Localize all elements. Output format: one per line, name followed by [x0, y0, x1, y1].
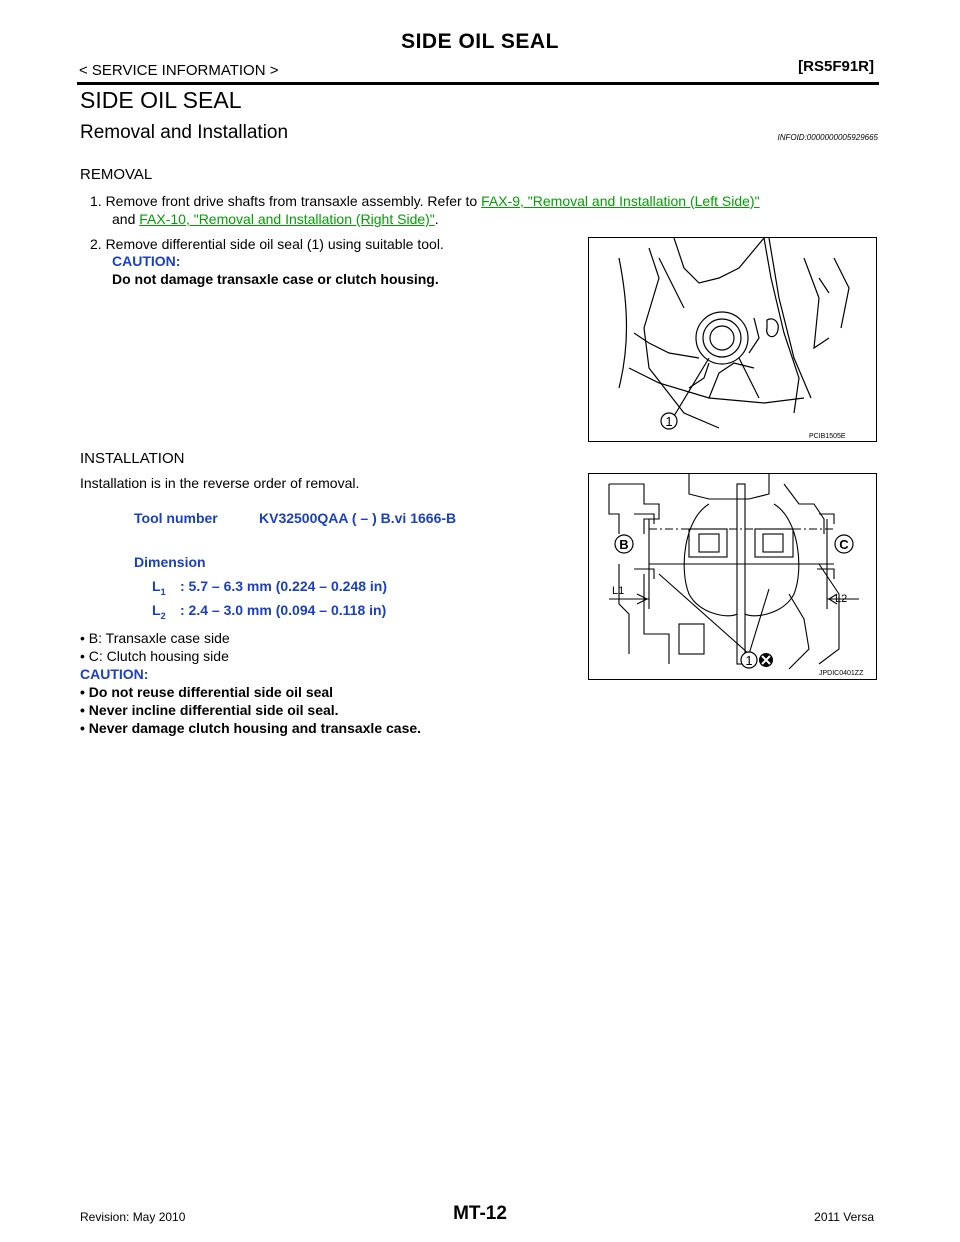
page-header-title: SIDE OIL SEAL [401, 30, 559, 53]
removal-figure-callout-1: 1 [665, 414, 673, 429]
l2-letter: L [152, 602, 161, 618]
footer-revision: Revision: May 2010 [80, 1210, 186, 1224]
link-fax-10[interactable]: FAX-10, "Removal and Installation (Right Side)" [139, 211, 435, 227]
removal-heading: REMOVAL [80, 166, 153, 183]
differential-illustration [589, 474, 876, 679]
header-divider [77, 82, 879, 85]
removal-figure-code: PCIB1505E [809, 433, 846, 440]
caution-item-2: • Never incline differential side oil seal. [80, 702, 339, 718]
bullet-clutch-housing-side: • C: Clutch housing side [80, 648, 229, 664]
l1-subscript: 1 [160, 586, 166, 597]
caution-item-1: • Do not reuse differential side oil seal [80, 684, 334, 700]
dimension-l1-label [152, 578, 166, 597]
step-1-text: 1. Remove front drive shafts from transaxle assembly. Refer to [90, 193, 482, 209]
subsection-title: Removal and Installation [80, 122, 289, 143]
footer-vehicle: 2011 Versa [814, 1210, 874, 1224]
do-not-reuse-icon [759, 653, 773, 667]
step-2-caution-label: CAUTION: [112, 253, 181, 269]
figure-label-l1: L1 [612, 585, 625, 597]
header-model-code: [RS5F91R] [798, 58, 874, 75]
installation-figure [588, 473, 877, 680]
figure-callout-c: C [839, 537, 849, 552]
l1-letter: L [152, 578, 161, 594]
caution-item-3: • Never damage clutch housing and transaxle case. [80, 720, 422, 736]
dimension-label: Dimension [134, 554, 206, 570]
page-number: MT-12 [453, 1203, 507, 1224]
removal-figure [588, 237, 877, 442]
info-id: INFOID:0000000005929665 [777, 133, 878, 142]
step-1-end: . [434, 211, 439, 227]
figure-callout-1: 1 [745, 653, 753, 668]
installation-figure-code: JPDIC0401ZZ [819, 670, 864, 677]
removal-step-1 [90, 192, 890, 210]
dimension-l2-label [152, 602, 166, 621]
removal-illustration [589, 238, 876, 441]
installation-caution-label: CAUTION: [80, 666, 149, 682]
dimension-l2-value: : 2.4 – 3.0 mm (0.094 – 0.118 in) [180, 602, 387, 618]
section-title: SIDE OIL SEAL [80, 87, 242, 113]
header-section-label: < SERVICE INFORMATION > [79, 62, 279, 79]
l2-subscript: 2 [160, 610, 166, 621]
dimension-l1-value: : 5.7 – 6.3 mm (0.224 – 0.248 in) [180, 578, 388, 594]
step-1-and: and [112, 211, 140, 227]
link-fax-9[interactable]: FAX-9, "Removal and Installation (Left Side)" [481, 193, 760, 209]
step-2-caution-text: Do not damage transaxle case or clutch housing. [112, 271, 439, 287]
removal-step-1-cont [112, 210, 439, 228]
installation-heading: INSTALLATION [80, 450, 185, 467]
figure-label-l2: L2 [835, 593, 848, 605]
tool-number-value: KV32500QAA ( – ) B.vi 1666-B [259, 510, 457, 526]
bullet-transaxle-case-side: • B: Transaxle case side [80, 630, 230, 646]
tool-number-label: Tool number [134, 510, 218, 526]
removal-step-2: 2. Remove differential side oil seal (1) using suitable tool. [90, 236, 444, 252]
installation-intro: Installation is in the reverse order of removal. [80, 475, 360, 491]
figure-callout-b: B [619, 537, 629, 552]
